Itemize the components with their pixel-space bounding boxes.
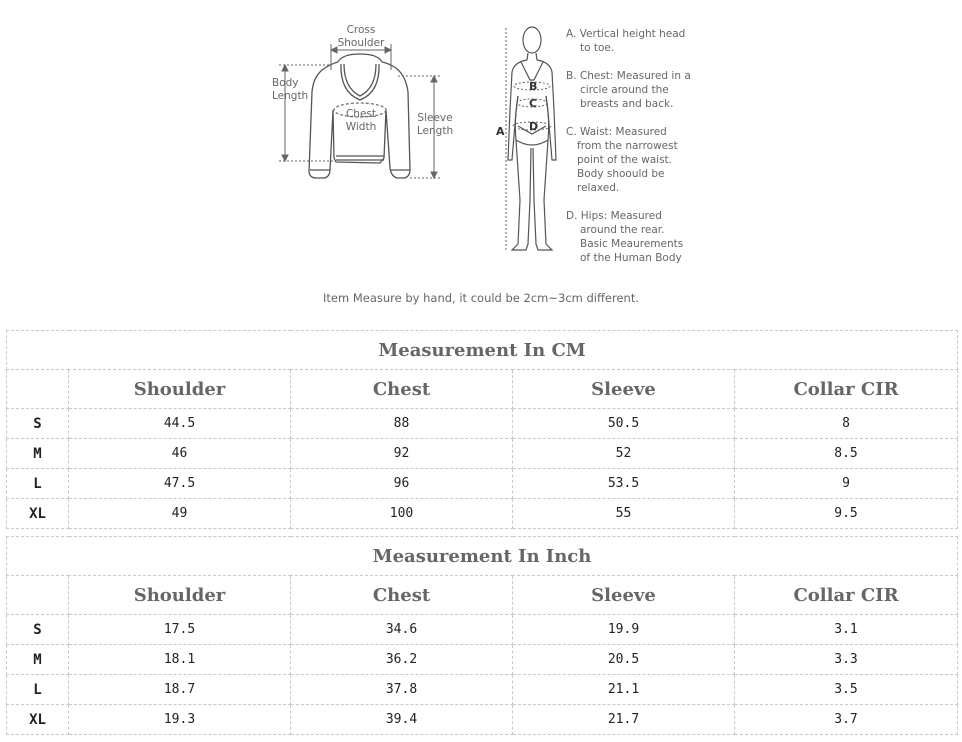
table-header-row	[7, 370, 958, 409]
body-marker-c: C	[529, 97, 538, 110]
legend-waist-first: C. Waist: Measured	[566, 126, 667, 138]
table-row	[7, 615, 958, 645]
collar-value: 9.5	[735, 499, 958, 529]
legend-height	[566, 27, 696, 55]
sleeve-value: 52	[513, 439, 735, 469]
chest-value: 36.2	[291, 645, 513, 675]
table-row	[7, 499, 958, 529]
column-header-sleeve: Sleeve	[513, 370, 735, 409]
sleeve-value: 55	[513, 499, 735, 529]
table-row	[7, 705, 958, 735]
size-label: XL	[7, 499, 69, 529]
collar-value: 3.5	[735, 675, 958, 705]
shoulder-value: 49	[69, 499, 291, 529]
legend-chest-first: B. Chest: Measured in a	[566, 70, 691, 82]
legend-height-first: A. Vertical height head	[566, 28, 686, 40]
collar-value: 3.3	[735, 645, 958, 675]
shoulder-value: 18.1	[69, 645, 291, 675]
column-header-chest: Chest	[291, 576, 513, 615]
measurement-diagram	[0, 0, 962, 320]
size-label: L	[7, 469, 69, 499]
shoulder-value: 44.5	[69, 409, 291, 439]
legend-height-rest: to toe.	[580, 42, 615, 54]
shoulder-value: 47.5	[69, 469, 291, 499]
legend-hips-first: D. Hips: Measured	[566, 210, 662, 222]
table-row	[7, 439, 958, 469]
body-marker-a: A	[496, 125, 505, 138]
chest-value: 100	[291, 499, 513, 529]
table-row	[7, 469, 958, 499]
legend-waist	[566, 125, 696, 195]
body-marker-d: D	[529, 120, 539, 133]
legend-chest	[566, 69, 696, 111]
chest-value: 92	[291, 439, 513, 469]
corner-cell	[7, 576, 69, 615]
table-row	[7, 645, 958, 675]
shoulder-value: 46	[69, 439, 291, 469]
shoulder-value: 17.5	[69, 615, 291, 645]
size-table-inch	[6, 536, 958, 735]
collar-value: 8	[735, 409, 958, 439]
chest-value: 34.6	[291, 615, 513, 645]
corner-cell	[7, 370, 69, 409]
shoulder-value: 19.3	[69, 705, 291, 735]
sweater-illustration	[0, 0, 962, 320]
size-label: M	[7, 645, 69, 675]
legend-chest-rest: circle around the breasts and back.	[580, 84, 674, 110]
size-label: XL	[7, 705, 69, 735]
sleeve-value: 53.5	[513, 469, 735, 499]
chest-value: 88	[291, 409, 513, 439]
measure-note: Item Measure by hand, it could be 2cm~3cm different.	[322, 291, 640, 305]
size-table-cm	[6, 330, 958, 529]
sleeve-length-label: Sleeve Length	[416, 112, 454, 137]
column-header-chest: Chest	[291, 370, 513, 409]
body-length-label: Body Length	[272, 77, 309, 102]
chest-width-label: Chest Width	[345, 108, 377, 133]
collar-value: 3.1	[735, 615, 958, 645]
chest-value: 37.8	[291, 675, 513, 705]
size-label: S	[7, 615, 69, 645]
size-label: M	[7, 439, 69, 469]
table-row	[7, 675, 958, 705]
legend-hips-rest: around the rear. Basic Meaurements of the Human Body	[580, 224, 684, 264]
sleeve-value: 20.5	[513, 645, 735, 675]
legend-hips	[566, 209, 696, 265]
shoulder-value: 18.7	[69, 675, 291, 705]
column-header-shoulder: Shoulder	[69, 576, 291, 615]
collar-value: 8.5	[735, 439, 958, 469]
table-title: Measurement In Inch	[7, 537, 958, 576]
sleeve-value: 21.1	[513, 675, 735, 705]
collar-value: 3.7	[735, 705, 958, 735]
size-label: S	[7, 409, 69, 439]
body-marker-b: B	[529, 80, 538, 93]
table-header-row	[7, 576, 958, 615]
collar-value: 9	[735, 469, 958, 499]
column-header-collar: Collar CIR	[735, 576, 958, 615]
column-header-collar: Collar CIR	[735, 370, 958, 409]
column-header-sleeve: Sleeve	[513, 576, 735, 615]
size-label: L	[7, 675, 69, 705]
sleeve-value: 50.5	[513, 409, 735, 439]
legend-waist-rest: from the narrowest point of the waist. Body shoould be relaxed.	[577, 140, 678, 194]
column-header-shoulder: Shoulder	[69, 370, 291, 409]
sleeve-value: 19.9	[513, 615, 735, 645]
chest-value: 96	[291, 469, 513, 499]
sleeve-value: 21.7	[513, 705, 735, 735]
cross-shoulder-label: Cross Shoulder	[337, 24, 385, 49]
table-row	[7, 409, 958, 439]
table-title: Measurement In CM	[7, 331, 958, 370]
chest-value: 39.4	[291, 705, 513, 735]
